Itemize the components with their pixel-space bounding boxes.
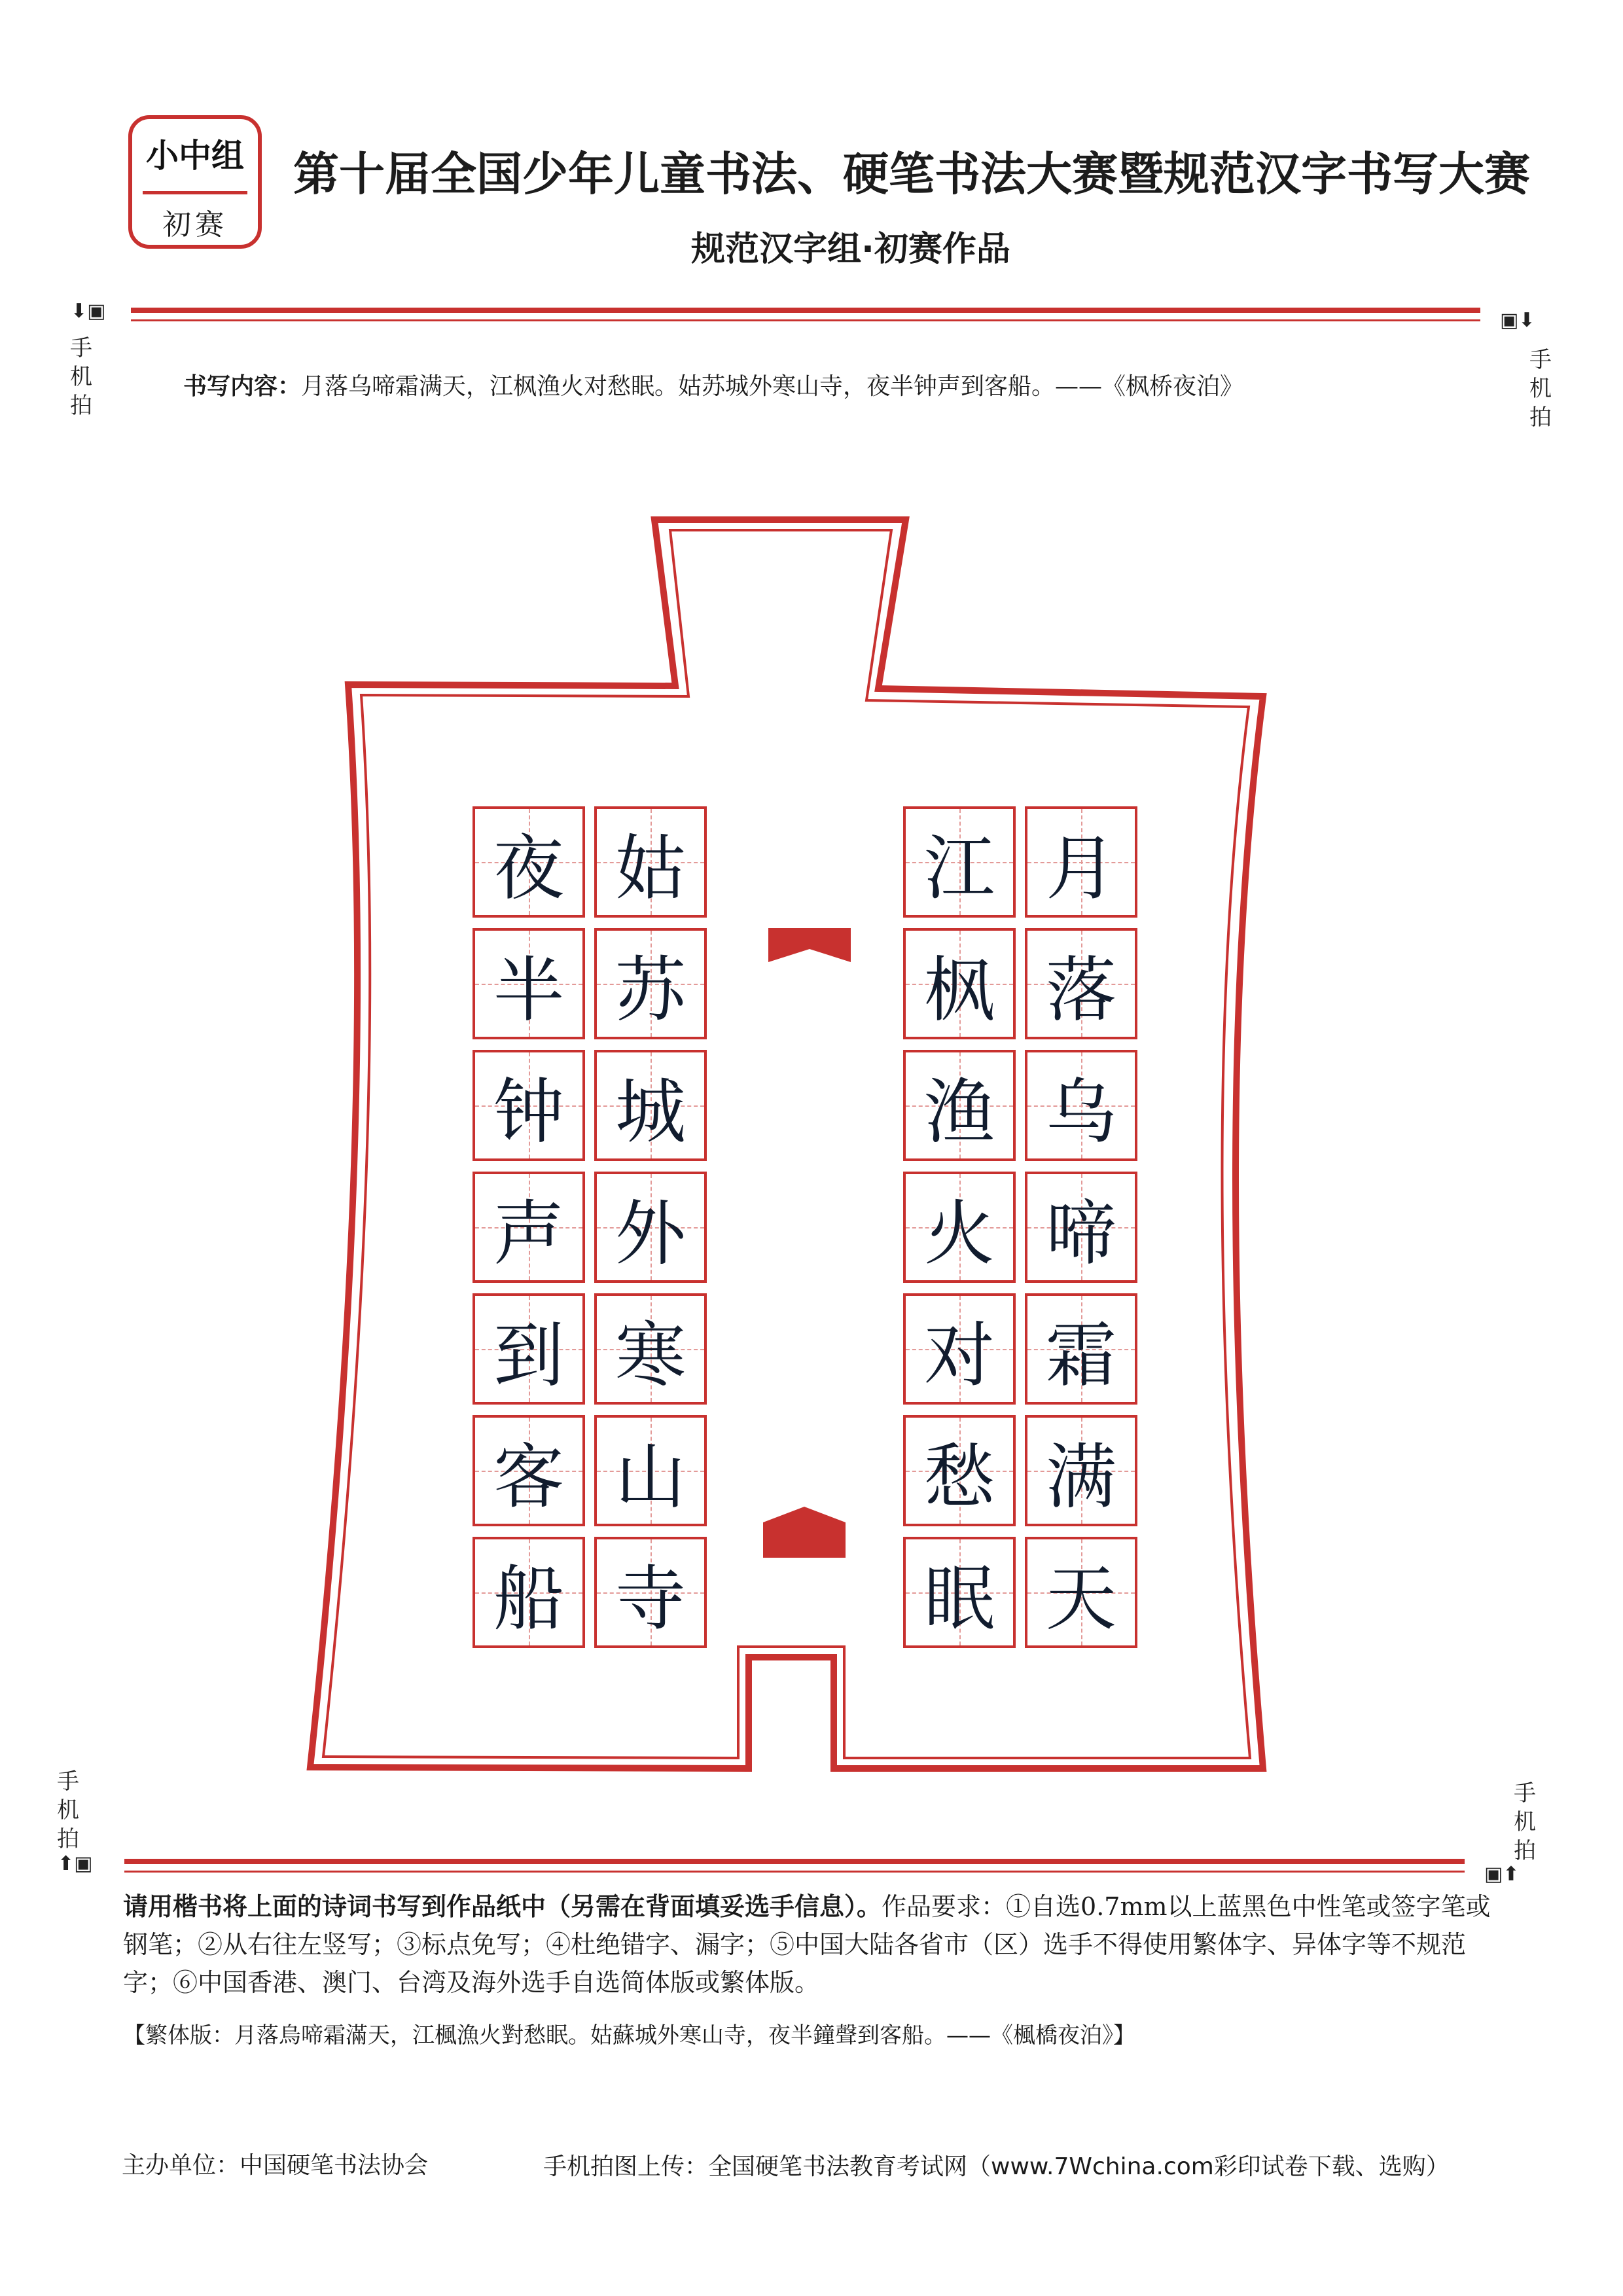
grid-character: 城 [615,1071,686,1153]
grid-character: 钟 [493,1071,564,1153]
grid-character: 啼 [1045,1193,1116,1275]
grid-character: 苏 [615,949,686,1031]
grid-cell [594,806,707,918]
grid-cell [1025,1537,1137,1648]
grid-character: 眠 [923,1558,995,1640]
page-subtitle: 规范汉字组·初赛作品 [691,230,1010,269]
photo-mark-bottom-right-label: 手机拍 [1514,1780,1536,1864]
grid-cell [903,806,1016,918]
grid-cell [1025,806,1137,918]
grid-cell [473,1172,585,1283]
grid-character: 船 [493,1558,564,1640]
grid-character: 渔 [923,1071,995,1153]
photo-mark-bottom-left-label: 手机拍 [57,1768,79,1852]
grid-character: 枫 [923,949,995,1031]
bottom-ornament-icon [763,1507,846,1558]
instructions-lead: 请用楷书将上面的诗词书写到作品纸中（另需在背面填妥选手信息）。 [123,1892,882,1921]
grid-cell [473,1537,585,1648]
grid-cell [473,1415,585,1526]
grid-cell [903,1537,1016,1648]
grid-character: 江 [923,827,995,910]
grid-cell [473,806,585,918]
grid-character: 月 [1045,827,1116,910]
grid-cell [1025,1172,1137,1283]
photo-mark-top-right-label: 手机拍 [1529,347,1552,431]
badge-group-label: 小中组 [146,137,244,175]
grid-character: 姑 [615,827,686,910]
grid-cell [903,928,1016,1039]
grid-cell [903,1293,1016,1405]
grid-cell [1025,928,1137,1039]
grid-cell [594,928,707,1039]
grid-character: 愁 [923,1436,995,1518]
grid-cell [903,1172,1016,1283]
photo-mark-bottom-right-icon: ▣⬆ [1484,1863,1520,1886]
grid-cell [473,1050,585,1161]
grid-cell [903,1050,1016,1161]
grid-cell [473,928,585,1039]
grid-cell [594,1050,707,1161]
photo-mark-top-left-label: 手机拍 [70,335,92,419]
grid-character: 声 [493,1193,564,1275]
upload-info: 手机拍图上传：全国硬笔书法教育考试网（www.7Wchina.com彩印试卷下载、选购） [543,2153,1450,2180]
grid-cell [594,1172,707,1283]
grid-character: 霜 [1045,1314,1116,1397]
grid-character: 到 [493,1314,564,1397]
grid-cell [1025,1293,1137,1405]
photo-mark-bottom-left-icon: ⬆▣ [58,1852,93,1875]
instructions [123,1888,1491,2001]
photo-mark-top-right-icon: ▣⬇ [1500,309,1535,332]
organizer: 主办单位：中国硬笔书法协会 [122,2152,429,2179]
grid-character: 外 [615,1193,686,1275]
writing-content-label: 书写内容： [183,373,302,400]
instructions-requirements: 作品要求：①自选0.7mm以上蓝黑色中性笔或签字笔或钢笔；②从右往左竖写；③标点免写；④杜绝错字、漏字；⑤中国大陆各省市（区）选手不得使用繁体字、异体字等不规范字；⑥中国香港、澳门、台湾及海外选手自选简体版或繁体版。 [123,1892,1491,1997]
writing-content-text: 月落乌啼霜满天，江枫渔火对愁眠。姑苏城外寒山寺，夜半钟声到客船。——《枫桥夜泊》 [301,373,1244,400]
grid-character: 乌 [1045,1071,1116,1153]
grid-character: 山 [615,1436,686,1518]
grid-cell [594,1537,707,1648]
traditional-version: 【繁体版：月落烏啼霜滿天，江楓漁火對愁眠。姑蘇城外寒山寺，夜半鐘聲到客船。——《楓橋夜泊》】 [123,2022,1135,2049]
grid-character: 夜 [493,827,564,910]
top-ornament-icon [768,928,851,962]
badge-stage-label: 初赛 [162,208,228,242]
photo-mark-top-left-icon: ⬇▣ [71,300,106,323]
grid-character: 对 [923,1314,995,1397]
grid-cell [473,1293,585,1405]
grid-character: 寒 [615,1314,686,1397]
grid-cell [1025,1050,1137,1161]
grid-character: 落 [1045,949,1116,1031]
grid-cell [594,1293,707,1405]
grid-character: 寺 [615,1558,686,1640]
grid-character: 天 [1045,1558,1116,1640]
grid-character: 火 [923,1193,995,1275]
grid-character: 满 [1045,1436,1116,1518]
grid-character: 半 [493,949,564,1031]
page-title: 第十届全国少年儿童书法、硬笔书法大赛暨规范汉字书写大赛 [293,147,1530,201]
grid-cell [903,1415,1016,1526]
grid-cell [1025,1415,1137,1526]
grid-cell [594,1415,707,1526]
grid-character: 客 [493,1436,564,1518]
